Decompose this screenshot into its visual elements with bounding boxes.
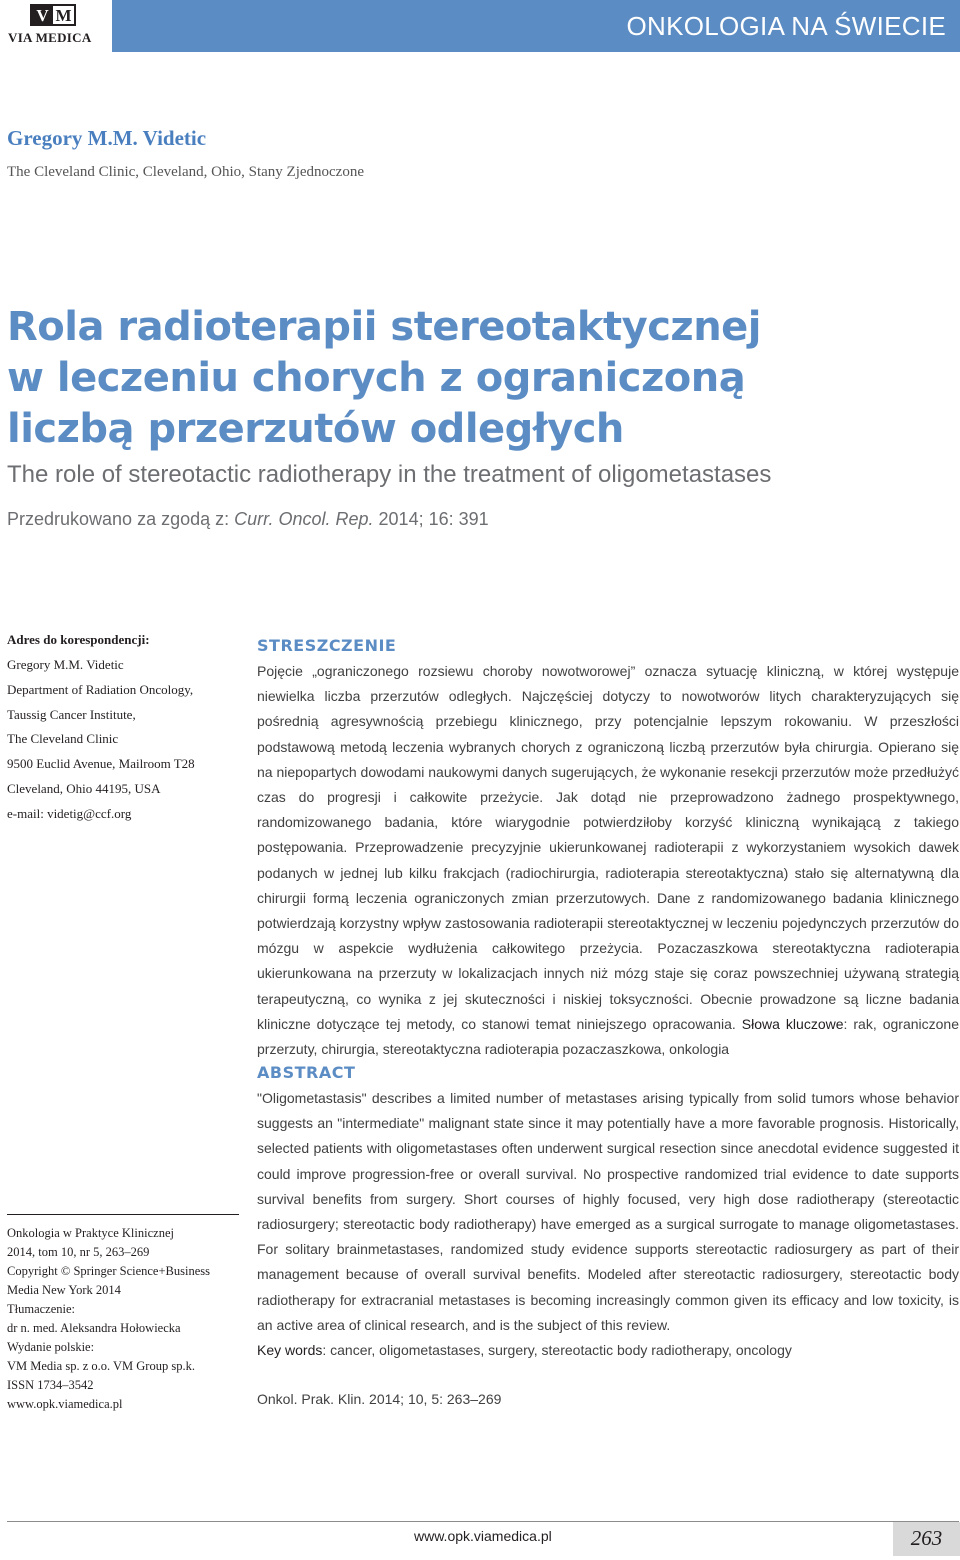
section-band — [112, 0, 960, 52]
journal-info-line: VM Media sp. z o.o. VM Group sp.k. — [7, 1359, 195, 1373]
abstract-text: "Oligometastasis" describes a limited number of metastases arising typically from solid tumors whose behavior suggests an "intermediate" malignant state since it may potentially have a more favorable prognosis. Historically, selected patients with oligometastases often underwent surgical resection since anecdotal evidence suggested it could improve progression-free or overall survival. No prospective randomized trial evidence to date supports survival benefits from surgery. Short courses of highly focused, very high dose radiotherapy (stereotactic radiosurgery; stereotactic body radiotherapy) have emerged as a surgical surrogate to manage oligometastases. For solitary brainmetastases, randomized study evidence supports stereotactic radiosurgery as part of their management because of overall survival benefits. Modeled after stereotactic radiosurgery, stereotactic body radiotherapy for extracranial metastases is becoming increasingly common given its efficacy and low toxicity, is an active area of clinical research, and is the subject of this review. — [257, 1090, 959, 1333]
page-number: 263 — [910, 1526, 943, 1550]
abstract-body — [257, 1086, 959, 1363]
reprint-prefix: Przedrukowano za zgodą z: — [7, 509, 235, 529]
journal-info-line: Media New York 2014 — [7, 1283, 121, 1297]
header — [0, 0, 960, 52]
journal-info-line: 2014, tom 10, nr 5, 263–269 — [7, 1245, 150, 1259]
streszczenie-text: Pojęcie „ograniczonego rozsiewu choroby nowotworowej” oznacza sytuację kliniczną, w której występuje niewielka liczba przerzutów odległych. Najczęściej dotyczy to nowotworów litych charakteryzujących się pośrednią agresywnością przebiegu klinicznego, przy potencjalnie lepszym rokowaniu. W przeszłości podstawową metodą leczenia wybranych chorych z ograniczoną liczbą przerzutów była chirurgia. Opierano się na niepopartych dowodami naukowymi danych sugerujących, że wykonanie resekcji przerzutów może przedłużyć czas do progresji i całkowite przeżycie. Jak dotąd nie przeprowadzono żadnego prospektywnego, randomizowanego badania, które wiarygodnie potwierdziłoby korzyść kliniczną wynikającą z takiego postępowania. Przeprowadzenie precyzyjnie ukierunkowanej radioterapii z wykorzystaniem wysokich dawek podanych w jednej lub kilku frakcjach (radiochirurgia, radioterapia stereotaktyczna) stało się alternatywną dla chirurgii formą leczenia ograniczonych zmian przerzutowych. Dane z randomizowanego badania klinicznego potwierdzają korzystny wpływ zastosowania radioterapii stereotaktycznej w leczeniu pojedynczych przerzutów do mózgu w aspekcie wydłużenia całkowitego przeżycia. Pozaczaszkowa stereotaktyczna radioterapia ukierunkowana na przerzuty w lokalizacjach innych niż mózg staje się coraz powszechniej używaną strategią terapeutyczną, co wynika z jej skuteczności i niskiej toksyczności. Obecnie prowadzone są liczne badania kliniczne dotyczące tej metody, co stanowi temat niniejszego opracowania. — [257, 663, 959, 1032]
publisher-logo — [0, 0, 112, 52]
correspondence-line: Taussig Cancer Institute, — [7, 706, 136, 722]
article-title-pl — [7, 302, 957, 455]
logo-text: VIA MEDICA — [8, 30, 92, 45]
title-line: liczbą przerzutów odległych — [7, 406, 624, 452]
author-name: Gregory M.M. Videtic — [7, 126, 207, 150]
journal-info-line: Onkologia w Praktyce Klinicznej — [7, 1226, 174, 1240]
title-line: w leczeniu chorych z ograniczoną — [7, 355, 746, 401]
journal-info-line: www.opk.viamedica.pl — [7, 1397, 123, 1411]
author-affiliation: The Cleveland Clinic, Cleveland, Ohio, Stany Zjednoczone — [7, 164, 364, 180]
keywords-label-pl: Słowa kluczowe — [741, 1015, 844, 1032]
correspondence-line: Cleveland, Ohio 44195, USA — [7, 780, 161, 796]
logo-letter-v: V — [32, 6, 53, 24]
article-title-en: The role of stereotactic radiotherapy in the treatment of oligometastases — [7, 461, 772, 488]
abstract-heading: ABSTRACT — [257, 1063, 356, 1082]
reprint-journal: Curr. Oncol. Rep. — [234, 509, 374, 529]
correspondence-block — [7, 632, 237, 827]
journal-info-line: ISSN 1734–3542 — [7, 1378, 94, 1392]
vm-logo-mark — [30, 4, 76, 26]
keywords-pl: : rak, ograniczone przerzuty, chirurgia, stereotaktyczna radioterapia pozaczaszkowa, onkologia — [257, 1015, 959, 1058]
journal-info-line: Tłumaczenie: — [7, 1302, 76, 1316]
footer-url[interactable]: www.opk.viamedica.pl — [414, 1528, 552, 1544]
journal-info-line: Wydanie polskie: — [7, 1340, 95, 1354]
abstract-section — [257, 1063, 959, 1363]
correspondence-email: e-mail: videtig@ccf.org — [7, 805, 132, 821]
streszczenie-section — [257, 636, 959, 1062]
correspondence-line: 9500 Euclid Avenue, Mailroom T28 — [7, 756, 195, 772]
reprint-note — [7, 509, 489, 530]
reprint-suffix: 2014; 16: 391 — [373, 509, 489, 529]
page-number-box — [893, 1522, 960, 1556]
journal-info — [7, 1224, 239, 1414]
correspondence-line: Department of Radiation Oncology, — [7, 681, 194, 697]
correspondence-line: Gregory M.M. Videtic — [7, 657, 124, 672]
keywords-label-en: Key words — [257, 1342, 323, 1359]
journal-info-line: Copyright © Springer Science+Business — [7, 1264, 210, 1278]
footer-divider — [7, 1521, 959, 1522]
title-line: Rola radioterapii stereotaktycznej — [7, 304, 762, 350]
journal-info-line: dr n. med. Aleksandra Hołowiecka — [7, 1321, 181, 1335]
journal-info-divider — [7, 1214, 239, 1215]
correspondence-label: Adres do korespondencji: — [7, 632, 150, 647]
article-citation: Onkol. Prak. Klin. 2014; 10, 5: 263–269 — [257, 1391, 502, 1407]
section-title: ONKOLOGIA NA ŚWIECIE — [626, 11, 946, 41]
correspondence-line: The Cleveland Clinic — [7, 731, 119, 747]
logo-letter-m: M — [55, 5, 72, 25]
streszczenie-heading: STRESZCZENIE — [257, 636, 397, 655]
keywords-en: : cancer, oligometastases, surgery, stereotactic body radiotherapy, oncology — [322, 1342, 792, 1359]
streszczenie-body — [257, 659, 959, 1062]
